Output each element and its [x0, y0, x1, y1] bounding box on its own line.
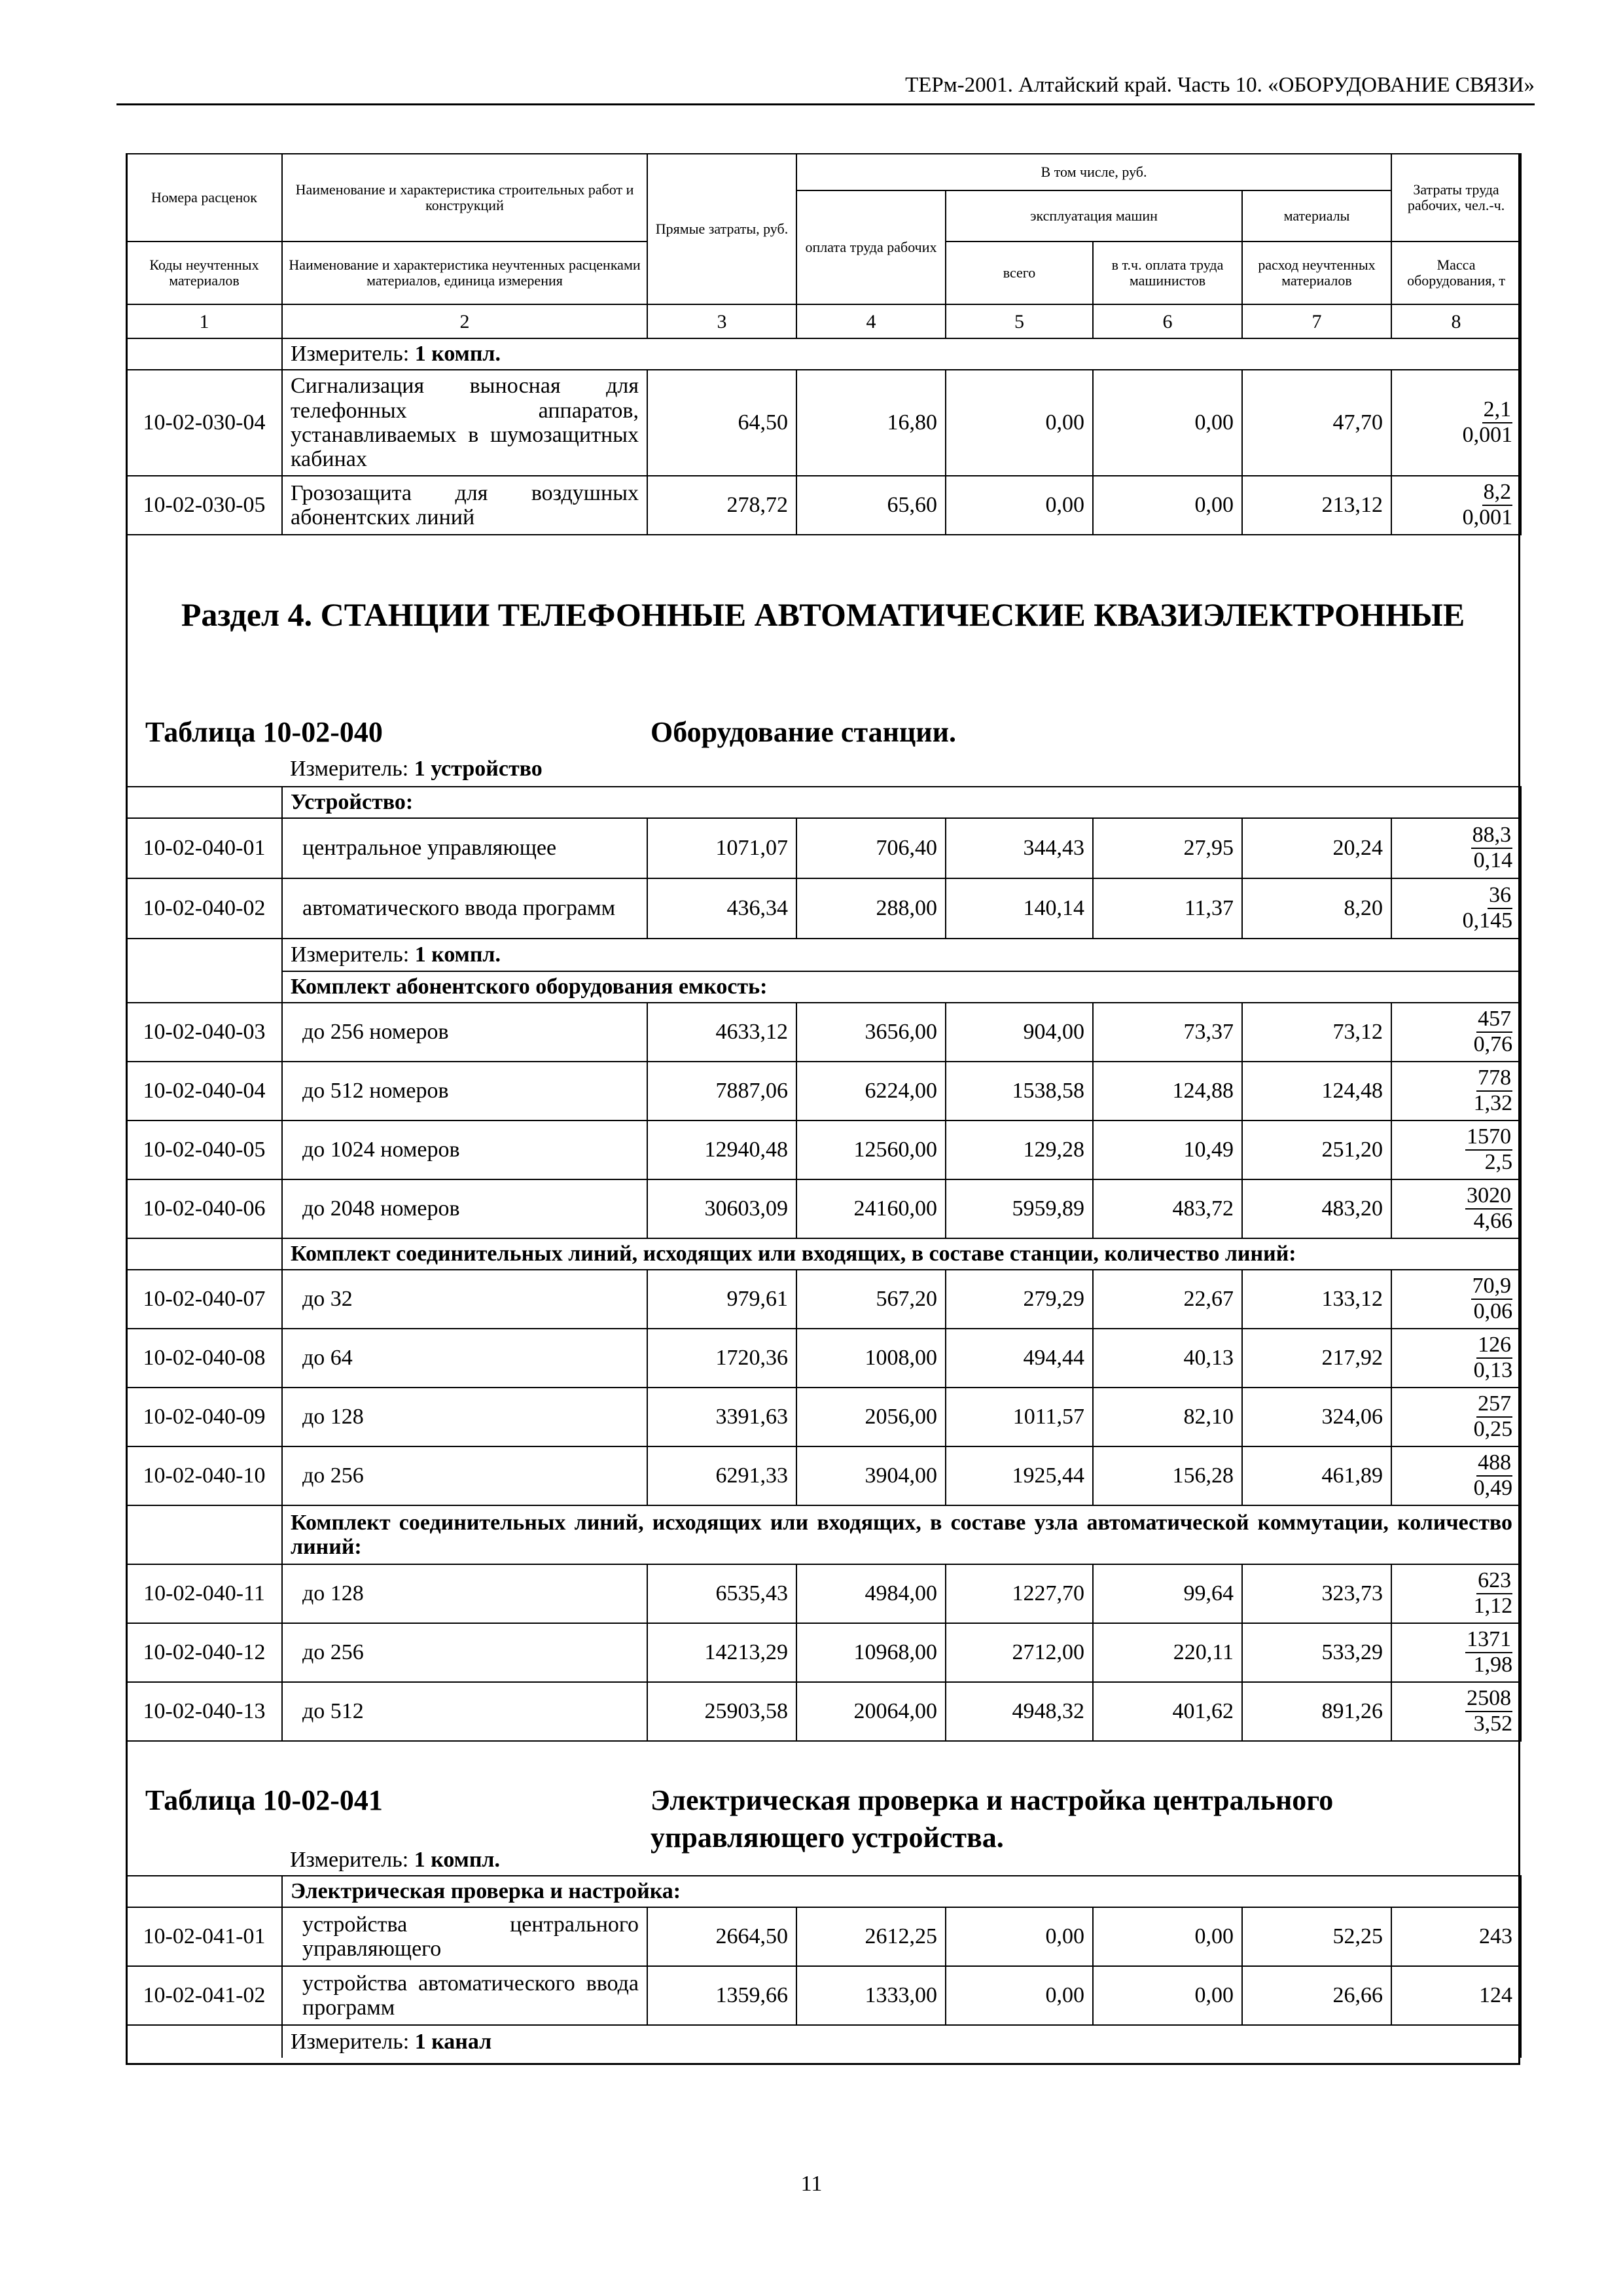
hdr-kody: Коды неучтенных материалов: [126, 242, 282, 304]
labor-cost: 1008,00: [796, 1329, 946, 1388]
materials-cost: 323,73: [1242, 1564, 1391, 1623]
work-name: до 1024 номеров: [282, 1121, 647, 1179]
rate-code: 10-02-040-02: [126, 878, 282, 939]
table-row: [126, 1623, 1521, 1682]
table-10-02-041: [126, 1844, 1522, 2058]
table-title: Электрическая проверка и настройка центрального управляющего устройства.: [651, 1784, 1334, 1854]
table-row: [126, 878, 1521, 939]
rate-code: 10-02-040-01: [126, 818, 282, 878]
table-row: [126, 1121, 1521, 1179]
work-name: до 128: [282, 1564, 647, 1623]
work-name: устройства автоматического ввода программ: [282, 1966, 647, 2025]
rate-code: 10-02-040-09: [126, 1388, 282, 1446]
work-name: устройства центрального управляющего: [282, 1907, 647, 1966]
rate-code: 10-02-041-01: [126, 1907, 282, 1966]
table-row: [126, 1907, 1521, 1966]
labor-cost: 24160,00: [796, 1179, 946, 1238]
hdr-pryamye: Прямые затраты, руб.: [647, 154, 796, 304]
machines-cost: 1925,44: [946, 1446, 1093, 1505]
work-name: центральное управляющее: [282, 818, 647, 878]
labor-cost: 20064,00: [796, 1682, 946, 1741]
work-name: до 2048 номеров: [282, 1179, 647, 1238]
machines-cost: 1538,58: [946, 1062, 1093, 1121]
labor-cost: 6224,00: [796, 1062, 946, 1121]
labor-mass: 70,9 0,06: [1391, 1270, 1521, 1329]
labor-hours: 243: [1391, 1907, 1521, 1966]
hdr-oplata: оплата труда рабочих: [796, 190, 946, 304]
running-header: ТЕРм-2001. Алтайский край. Часть 10. «ОБОРУДОВАНИЕ СВЯЗИ»: [905, 73, 1535, 97]
machines-cost: 279,29: [946, 1270, 1093, 1329]
materials-cost: 483,20: [1242, 1179, 1391, 1238]
direct-cost: 7887,06: [647, 1062, 796, 1121]
direct-cost: 30603,09: [647, 1179, 796, 1238]
work-name: до 512: [282, 1682, 647, 1741]
materials-cost: 52,25: [1242, 1907, 1391, 1966]
labor-mass: 2508 3,52: [1391, 1682, 1521, 1741]
machines-cost: 494,44: [946, 1329, 1093, 1388]
rate-code: 10-02-040-04: [126, 1062, 282, 1121]
direct-cost: 4633,12: [647, 1003, 796, 1062]
materials-cost: 324,06: [1242, 1388, 1391, 1446]
machines-cost: 5959,89: [946, 1179, 1093, 1238]
direct-cost: 278,72: [647, 476, 796, 535]
direct-cost: 3391,63: [647, 1388, 796, 1446]
materials-cost: 8,20: [1242, 878, 1391, 939]
work-name: Грозозащита для воздушных абонентских линий: [282, 476, 647, 535]
operators-cost: 0,00: [1093, 476, 1242, 535]
labor-cost: 3904,00: [796, 1446, 946, 1505]
direct-cost: 6535,43: [647, 1564, 796, 1623]
labor-cost: 4984,00: [796, 1564, 946, 1623]
machines-cost: 904,00: [946, 1003, 1093, 1062]
direct-cost: 1071,07: [647, 818, 796, 878]
materials-cost: 124,48: [1242, 1062, 1391, 1121]
rate-code: 10-02-040-12: [126, 1623, 282, 1682]
work-name: до 32: [282, 1270, 647, 1329]
rate-code: 10-02-040-07: [126, 1270, 282, 1329]
col-number: 2: [282, 304, 647, 338]
operators-cost: 0,00: [1093, 370, 1242, 476]
operators-cost: 401,62: [1093, 1682, 1242, 1741]
work-name: Сигнализация выносная для телефонных аппаратов, устанавливаемых в шумозащитных кабинах: [282, 370, 647, 476]
rate-code: 10-02-040-03: [126, 1003, 282, 1062]
work-name: до 128: [282, 1388, 647, 1446]
work-name: до 256: [282, 1446, 647, 1505]
operators-cost: 124,88: [1093, 1062, 1242, 1121]
operators-cost: 10,49: [1093, 1121, 1242, 1179]
machines-cost: 140,14: [946, 878, 1093, 939]
materials-cost: 461,89: [1242, 1446, 1391, 1505]
table-10-02-040: [126, 751, 1522, 1742]
measure-label: Измеритель: 1 устройство: [290, 756, 543, 781]
machines-cost: 1227,70: [946, 1564, 1093, 1623]
hdr-nomera: Номера расценок: [126, 154, 282, 242]
labor-cost: 288,00: [796, 878, 946, 939]
work-name: до 256: [282, 1623, 647, 1682]
table-row: [126, 1388, 1521, 1446]
table-caption: Таблица 10-02-041: [145, 1784, 383, 1816]
direct-cost: 14213,29: [647, 1623, 796, 1682]
machines-cost: 0,00: [946, 1966, 1093, 2025]
group-heading: Комплект абонентского оборудования емкость:: [282, 971, 1521, 1003]
table-row: [126, 1329, 1521, 1388]
work-name: до 64: [282, 1329, 647, 1388]
col-number: 7: [1242, 304, 1391, 338]
direct-cost: 12940,48: [647, 1121, 796, 1179]
materials-cost: 533,29: [1242, 1623, 1391, 1682]
group-heading: Устройство:: [282, 787, 1521, 818]
measure-label: Измеритель: 1 компл.: [290, 1847, 501, 1872]
measure-label: Измеритель: 1 компл.: [282, 939, 1521, 971]
hdr-massa: Масса оборудования, т: [1391, 242, 1521, 304]
labor-mass: 3020 4,66: [1391, 1179, 1521, 1238]
col-number: 1: [126, 304, 282, 338]
page-number: 11: [800, 2172, 823, 2196]
table-row: [126, 476, 1521, 535]
operators-cost: 82,10: [1093, 1388, 1242, 1446]
materials-cost: 251,20: [1242, 1121, 1391, 1179]
operators-cost: 27,95: [1093, 818, 1242, 878]
machines-cost: 0,00: [946, 476, 1093, 535]
labor-cost: 12560,00: [796, 1121, 946, 1179]
hdr-naimenovanie-neuchtennyh: Наименование и характеристика неучтенных расценками материалов, единица измерения: [282, 242, 647, 304]
machines-cost: 1011,57: [946, 1388, 1093, 1446]
rate-code: 10-02-041-02: [126, 1966, 282, 2025]
labor-mass: 88,3 0,14: [1391, 818, 1521, 878]
labor-mass: 457 0,76: [1391, 1003, 1521, 1062]
labor-mass: 778 1,32: [1391, 1062, 1521, 1121]
labor-mass: 2,1 0,001: [1391, 370, 1521, 476]
operators-cost: 22,67: [1093, 1270, 1242, 1329]
labor-cost: 2056,00: [796, 1388, 946, 1446]
table-row: [126, 1062, 1521, 1121]
table-row: [126, 818, 1521, 878]
labor-cost: 65,60: [796, 476, 946, 535]
materials-cost: 73,12: [1242, 1003, 1391, 1062]
machines-cost: 344,43: [946, 818, 1093, 878]
section-heading: Раздел 4. СТАНЦИИ ТЕЛЕФОННЫЕ АВТОМАТИЧЕСКИЕ КВАЗИЭЛЕКТРОННЫЕ: [181, 596, 1465, 633]
labor-mass: 1371 1,98: [1391, 1623, 1521, 1682]
table-row: [126, 1682, 1521, 1741]
direct-cost: 1359,66: [647, 1966, 796, 2025]
table-row: [126, 1003, 1521, 1062]
machines-cost: 0,00: [946, 370, 1093, 476]
machines-cost: 2712,00: [946, 1623, 1093, 1682]
column-header: [126, 153, 1522, 339]
labor-mass: 623 1,12: [1391, 1564, 1521, 1623]
direct-cost: 6291,33: [647, 1446, 796, 1505]
hdr-v-t-ch: в т.ч. оплата труда машинистов: [1093, 242, 1242, 304]
labor-cost: 16,80: [796, 370, 946, 476]
machines-cost: 129,28: [946, 1121, 1093, 1179]
direct-cost: 1720,36: [647, 1329, 796, 1388]
work-name: автоматического ввода программ: [282, 878, 647, 939]
direct-cost: 436,34: [647, 878, 796, 939]
rate-code: 10-02-030-05: [126, 476, 282, 535]
labor-mass: 36 0,145: [1391, 878, 1521, 939]
labor-hours: 124: [1391, 1966, 1521, 2025]
col-number: 5: [946, 304, 1093, 338]
labor-cost: 706,40: [796, 818, 946, 878]
materials-cost: 213,12: [1242, 476, 1391, 535]
operators-cost: 0,00: [1093, 1966, 1242, 2025]
materials-cost: 133,12: [1242, 1270, 1391, 1329]
table-row: [126, 370, 1521, 476]
work-name: до 256 номеров: [282, 1003, 647, 1062]
labor-cost: 2612,25: [796, 1907, 946, 1966]
rate-code: 10-02-040-06: [126, 1179, 282, 1238]
rate-code: 10-02-040-13: [126, 1682, 282, 1741]
materials-cost: 891,26: [1242, 1682, 1391, 1741]
operators-cost: 99,64: [1093, 1564, 1242, 1623]
direct-cost: 2664,50: [647, 1907, 796, 1966]
labor-mass: 126 0,13: [1391, 1329, 1521, 1388]
table-row: [126, 1179, 1521, 1238]
labor-cost: 3656,00: [796, 1003, 946, 1062]
labor-mass: 488 0,49: [1391, 1446, 1521, 1505]
col-number: 4: [796, 304, 946, 338]
col-number: 3: [647, 304, 796, 338]
labor-mass: 257 0,25: [1391, 1388, 1521, 1446]
measure-label: Измеритель: 1 канал: [282, 2025, 1521, 2058]
labor-mass: 8,2 0,001: [1391, 476, 1521, 535]
operators-cost: 0,00: [1093, 1907, 1242, 1966]
rate-code: 10-02-030-04: [126, 370, 282, 476]
col-number: 6: [1093, 304, 1242, 338]
hdr-ekspluataciya: эксплуатация машин: [946, 190, 1242, 242]
group-heading: Электрическая проверка и настройка:: [282, 1876, 1521, 1907]
hdr-naimenovanie: Наименование и характеристика строительных работ и конструкций: [282, 154, 647, 242]
work-name: до 512 номеров: [282, 1062, 647, 1121]
materials-cost: 20,24: [1242, 818, 1391, 878]
group-heading: Комплект соединительных линий, исходящих или входящих, в составе узла автоматической коммутации, количество линий:: [282, 1505, 1521, 1564]
hdr-zatraty: Затраты труда рабочих, чел.-ч.: [1391, 154, 1521, 242]
operators-cost: 73,37: [1093, 1003, 1242, 1062]
table-caption: Таблица 10-02-040: [145, 716, 383, 748]
table-row: [126, 1270, 1521, 1329]
col-number: 8: [1391, 304, 1521, 338]
rate-code: 10-02-040-05: [126, 1121, 282, 1179]
hdr-materialy: материалы: [1242, 190, 1391, 242]
labor-cost: 1333,00: [796, 1966, 946, 2025]
hdr-rashod: расход неучтенных материалов: [1242, 242, 1391, 304]
materials-cost: 217,92: [1242, 1329, 1391, 1388]
table-10-02-030-continued: [126, 338, 1522, 535]
table-row: [126, 1446, 1521, 1505]
labor-cost: 567,20: [796, 1270, 946, 1329]
operators-cost: 220,11: [1093, 1623, 1242, 1682]
table-row: [126, 1966, 1521, 2025]
operators-cost: 11,37: [1093, 878, 1242, 939]
table-title: Оборудование станции.: [651, 716, 957, 748]
rate-code: 10-02-040-11: [126, 1564, 282, 1623]
machines-cost: 0,00: [946, 1907, 1093, 1966]
operators-cost: 40,13: [1093, 1329, 1242, 1388]
operators-cost: 483,72: [1093, 1179, 1242, 1238]
machines-cost: 4948,32: [946, 1682, 1093, 1741]
measure-label: Измеритель: 1 компл.: [282, 338, 1521, 370]
header-rule: [116, 103, 1535, 105]
direct-cost: 25903,58: [647, 1682, 796, 1741]
group-heading: Комплект соединительных линий, исходящих или входящих, в составе станции, количество линий:: [282, 1238, 1521, 1270]
labor-cost: 10968,00: [796, 1623, 946, 1682]
labor-mass: 1570 2,5: [1391, 1121, 1521, 1179]
hdr-v-tom-chisle: В том числе, руб.: [796, 154, 1391, 190]
table-row: [126, 1564, 1521, 1623]
materials-cost: 47,70: [1242, 370, 1391, 476]
materials-cost: 26,66: [1242, 1966, 1391, 2025]
rate-code: 10-02-040-08: [126, 1329, 282, 1388]
direct-cost: 64,50: [647, 370, 796, 476]
rate-code: 10-02-040-10: [126, 1446, 282, 1505]
operators-cost: 156,28: [1093, 1446, 1242, 1505]
direct-cost: 979,61: [647, 1270, 796, 1329]
hdr-vsego: всего: [946, 242, 1093, 304]
